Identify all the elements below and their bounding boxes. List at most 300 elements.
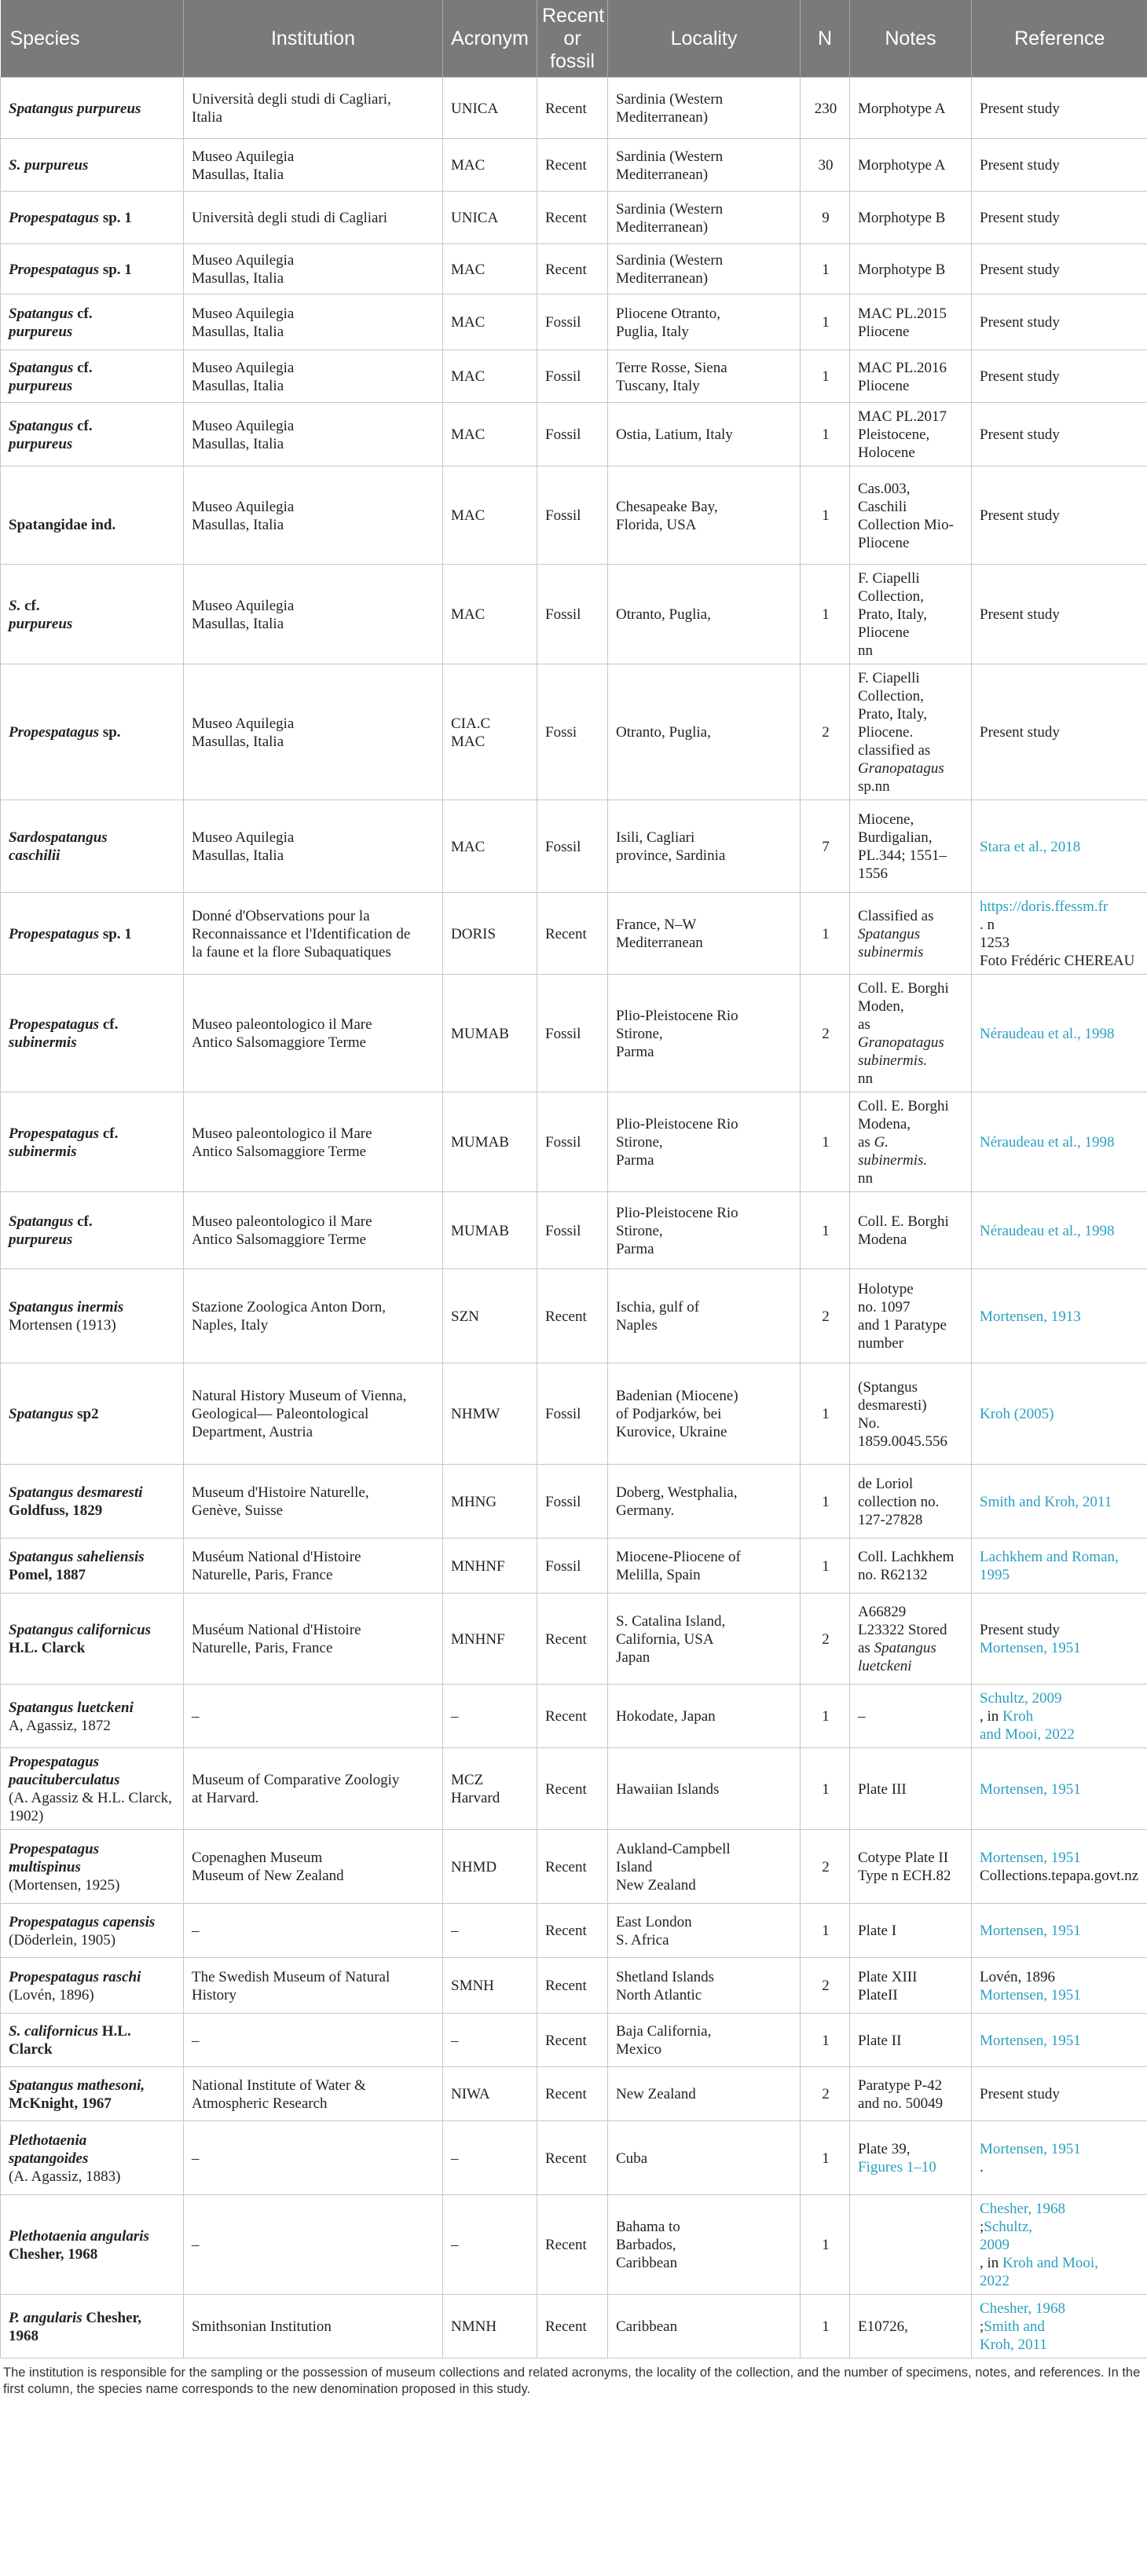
recent-fossil-text: Recent bbox=[545, 2086, 587, 2102]
count-cell bbox=[801, 1830, 850, 1904]
cell-text: Modena bbox=[858, 1231, 907, 1248]
locality-text: Mediterranean) bbox=[616, 218, 709, 236]
institution-text: Masullas, Italia bbox=[192, 270, 284, 287]
count-text: 1 bbox=[822, 2150, 830, 2167]
species-epithet: subinermis bbox=[9, 1034, 77, 1051]
count-cell bbox=[801, 467, 850, 565]
cell-text: nn bbox=[858, 1170, 873, 1187]
reference-link[interactable]: Figures 1–10 bbox=[858, 2159, 936, 2175]
count-cell bbox=[801, 2014, 850, 2067]
table-row bbox=[1, 800, 1147, 893]
header-institution: Institution bbox=[184, 0, 443, 78]
species-authority: Spatangidae ind. bbox=[9, 516, 116, 533]
acronym-cell bbox=[443, 1269, 537, 1363]
notes-cell bbox=[850, 139, 972, 192]
institution-text: Museum of New Zealand bbox=[192, 1868, 344, 1884]
acronym-text: MUMAB bbox=[451, 1134, 509, 1151]
species-epithet: spatangoides bbox=[9, 2150, 89, 2167]
species-authority: (A. Agassiz & H.L. Clarck, 1902) bbox=[9, 1790, 172, 1824]
acronym-text: NMNH bbox=[451, 2318, 497, 2335]
reference-link[interactable]: Chesher, 1968 bbox=[980, 2300, 1065, 2317]
notes-cell bbox=[850, 1958, 972, 2014]
acronym-cell bbox=[443, 295, 537, 350]
species-genus: S. californicus bbox=[9, 2023, 99, 2040]
acronym-cell bbox=[443, 1465, 537, 1539]
count-text: 2 bbox=[822, 1858, 830, 1875]
acronym-cell bbox=[443, 2014, 537, 2067]
locality-cell bbox=[608, 1904, 801, 1958]
reference-link[interactable]: Mortensen, 1951 bbox=[980, 2032, 1081, 2049]
reference-link[interactable]: Néraudeau et al., 1998 bbox=[980, 1222, 1115, 1239]
institution-text: Masullas, Italia bbox=[192, 166, 284, 183]
cell-text: Present study bbox=[980, 100, 1060, 117]
cell-text: Plate 39, bbox=[858, 2141, 911, 2157]
count-text: 1 bbox=[822, 368, 830, 385]
locality-cell bbox=[608, 800, 801, 893]
reference-link[interactable]: Mortensen, 1951 bbox=[980, 1986, 1081, 2003]
count-cell bbox=[801, 403, 850, 467]
table-row bbox=[1, 1092, 1147, 1192]
cell-text: Collection, bbox=[858, 688, 924, 704]
cell-italic-text: Spatangus bbox=[874, 1640, 936, 1656]
header-notes: Notes bbox=[850, 0, 972, 78]
count-cell bbox=[801, 244, 850, 295]
locality-text: S. Catalina Island, bbox=[616, 1612, 726, 1630]
notes-cell bbox=[850, 1539, 972, 1594]
count-text: 30 bbox=[818, 157, 834, 174]
locality-text: Shetland Islands bbox=[616, 1968, 715, 1985]
recent-fossil-cell bbox=[537, 1748, 608, 1830]
locality-text: Caribbean bbox=[616, 2255, 678, 2271]
species-cell bbox=[1, 565, 184, 664]
notes-cell bbox=[850, 467, 972, 565]
reference-link[interactable]: Stara et al., 2018 bbox=[980, 838, 1081, 855]
acronym-text: UNICA bbox=[451, 210, 499, 226]
cell-text: Morphotype B bbox=[858, 261, 946, 278]
institution-cell bbox=[184, 1958, 443, 2014]
reference-link[interactable]: Mortensen, 1951 bbox=[980, 1923, 1081, 1939]
locality-text: S. Africa bbox=[616, 1931, 669, 1948]
cell-text: Foto Frédéric CHEREAU bbox=[980, 953, 1135, 969]
cell-text: as bbox=[858, 1134, 874, 1151]
count-cell bbox=[801, 350, 850, 403]
cell-italic-text: subinermis bbox=[858, 943, 924, 961]
cell-text: F. Ciapelli bbox=[858, 670, 920, 686]
count-text: 2 bbox=[822, 1630, 830, 1648]
table-row bbox=[1, 1748, 1147, 1830]
institution-text: Donné d'Observations pour la bbox=[192, 907, 370, 924]
species-cell bbox=[1, 2295, 184, 2358]
acronym-text: MAC bbox=[451, 507, 486, 524]
table-row bbox=[1, 664, 1147, 800]
cell-text: No. bbox=[858, 1414, 880, 1432]
institution-cell bbox=[184, 664, 443, 800]
locality-text: Mediterranean bbox=[616, 935, 703, 951]
acronym-cell bbox=[443, 350, 537, 403]
species-cell bbox=[1, 295, 184, 350]
institution-text: Museo Aquilegia bbox=[192, 715, 295, 732]
acronym-cell bbox=[443, 893, 537, 975]
reference-cell bbox=[972, 1269, 1147, 1363]
count-cell bbox=[801, 975, 850, 1092]
acronym-text: MAC bbox=[451, 733, 486, 750]
cell-text: A66829 bbox=[858, 1604, 907, 1620]
locality-text: Parma bbox=[616, 1240, 654, 1257]
table-row bbox=[1, 350, 1147, 403]
acronym-text: CIA.C bbox=[451, 715, 491, 732]
locality-cell bbox=[608, 893, 801, 975]
institution-text: Natural History Museum of Vienna, bbox=[192, 1388, 407, 1404]
species-genus: Spatangus luetckeni bbox=[9, 1699, 134, 1716]
species-genus: Plethotaenia angularis bbox=[9, 2227, 149, 2245]
institution-text: Naturelle, Paris, France bbox=[192, 1567, 333, 1583]
acronym-text: – bbox=[451, 1708, 459, 1725]
reference-link[interactable]: Mortensen, 1913 bbox=[980, 1308, 1081, 1325]
species-authority: 1968 bbox=[9, 2327, 38, 2344]
cell-text: . bbox=[980, 2159, 984, 2175]
acronym-text: NHMD bbox=[451, 1858, 497, 1875]
locality-text: Doberg, Westphalia, bbox=[616, 1484, 738, 1501]
institution-text: Department, Austria bbox=[192, 1424, 313, 1440]
locality-cell bbox=[608, 1465, 801, 1539]
locality-text: Sardinia (Western bbox=[616, 200, 724, 218]
reference-cell bbox=[972, 295, 1147, 350]
reference-link[interactable]: Mortensen, 1951 bbox=[980, 1780, 1081, 1798]
institution-cell bbox=[184, 1092, 443, 1192]
institution-text: Muséum National d'Histoire bbox=[192, 1549, 361, 1565]
species-cell bbox=[1, 664, 184, 800]
cell-text: collection no. bbox=[858, 1493, 940, 1510]
locality-cell bbox=[608, 1269, 801, 1363]
species-qualifier: cf. bbox=[99, 1016, 119, 1033]
locality-cell bbox=[608, 1363, 801, 1465]
locality-text: Aukland-Campbell bbox=[616, 1840, 731, 1857]
acronym-cell bbox=[443, 975, 537, 1092]
species-authority: H.L. Clarck bbox=[9, 1640, 86, 1656]
count-text: 1 bbox=[822, 2318, 830, 2335]
species-authority: A, Agassiz, 1872 bbox=[9, 1717, 111, 1734]
institution-text: Antico Salsomaggiore Terme bbox=[192, 1034, 367, 1051]
reference-link[interactable]: Kroh, 2011 bbox=[980, 2336, 1047, 2353]
cell-text: Type n ECH.82 bbox=[858, 1868, 951, 1884]
institution-cell bbox=[184, 800, 443, 893]
recent-fossil-cell bbox=[537, 2067, 608, 2121]
cell-text: Plate XIII bbox=[858, 1968, 918, 1985]
cell-text: Burdigalian, bbox=[858, 829, 933, 846]
header-reference: Reference bbox=[972, 0, 1147, 78]
count-cell bbox=[801, 1539, 850, 1594]
species-genus: Propespatagus bbox=[9, 1754, 100, 1770]
institution-text: Masullas, Italia bbox=[192, 323, 284, 340]
species-genus: Propespatagus bbox=[9, 925, 100, 942]
locality-text: Tuscany, Italy bbox=[616, 377, 700, 394]
institution-text: at Harvard. bbox=[192, 1790, 259, 1806]
locality-cell bbox=[608, 1685, 801, 1748]
institution-text: Muséum National d'Histoire bbox=[192, 1622, 361, 1638]
count-text: 2 bbox=[822, 2086, 830, 2102]
acronym-text: MAC bbox=[451, 838, 486, 855]
institution-cell bbox=[184, 403, 443, 467]
locality-cell bbox=[608, 975, 801, 1092]
reference-link[interactable]: 2009 bbox=[980, 2237, 1010, 2253]
institution-text: Università degli studi di Cagliari bbox=[192, 210, 388, 226]
cell-text: Present study bbox=[980, 261, 1060, 278]
cell-text: Present study bbox=[980, 2086, 1060, 2102]
reference-link[interactable]: Schultz, 2009 bbox=[980, 1690, 1062, 1707]
notes-cell bbox=[850, 192, 972, 244]
count-cell bbox=[801, 2195, 850, 2295]
table-row bbox=[1, 2195, 1147, 2295]
table-row bbox=[1, 1269, 1147, 1363]
species-genus: Propespatagus capensis bbox=[9, 1913, 156, 1930]
cell-text: Pliocene bbox=[858, 534, 910, 551]
institution-cell bbox=[184, 2295, 443, 2358]
reference-link[interactable]: Mortensen, 1951 bbox=[980, 1640, 1081, 1656]
recent-fossil-cell bbox=[537, 1092, 608, 1192]
recent-fossil-cell bbox=[537, 893, 608, 975]
recent-fossil-text: Recent bbox=[545, 157, 587, 174]
species-authority: (Lovén, 1896) bbox=[9, 1986, 94, 2003]
acronym-cell bbox=[443, 1363, 537, 1465]
species-cell bbox=[1, 2195, 184, 2295]
institution-cell bbox=[184, 2121, 443, 2195]
institution-text: Museo Aquilegia bbox=[192, 305, 295, 322]
notes-cell bbox=[850, 1594, 972, 1685]
species-genus: Spatangus mathesoni, bbox=[9, 2077, 145, 2094]
species-epithet: purpureus bbox=[9, 377, 73, 394]
count-text: 1 bbox=[822, 1923, 830, 1939]
reference-cell bbox=[972, 893, 1147, 975]
locality-cell bbox=[608, 664, 801, 800]
species-cell bbox=[1, 893, 184, 975]
species-genus: Propespatagus raschi bbox=[9, 1968, 141, 1985]
recent-fossil-cell bbox=[537, 1685, 608, 1748]
species-cell bbox=[1, 244, 184, 295]
table-row bbox=[1, 403, 1147, 467]
species-cell bbox=[1, 1685, 184, 1748]
institution-text: Antico Salsomaggiore Terme bbox=[192, 1143, 367, 1160]
count-text: 1 bbox=[822, 2032, 830, 2049]
recent-fossil-text: Fossi bbox=[545, 724, 577, 741]
species-genus: Spatangus bbox=[9, 359, 74, 376]
acronym-cell bbox=[443, 139, 537, 192]
cell-text: Present study bbox=[980, 314, 1060, 331]
cell-text: nn bbox=[858, 1070, 873, 1087]
cell-text: Plate III bbox=[858, 1780, 907, 1798]
notes-cell bbox=[850, 893, 972, 975]
locality-text: Ischia, gulf of bbox=[616, 1299, 700, 1315]
table-row bbox=[1, 2067, 1147, 2121]
acronym-cell bbox=[443, 1748, 537, 1830]
species-qualifier: sp. 1 bbox=[99, 261, 132, 278]
institution-text: Antico Salsomaggiore Terme bbox=[192, 1231, 367, 1248]
cell-text: Holocene bbox=[858, 445, 915, 461]
institution-text: – bbox=[192, 2032, 200, 2049]
acronym-text: MAC bbox=[451, 606, 486, 623]
locality-text: Miocene-Pliocene of bbox=[616, 1549, 741, 1565]
locality-text: Plio-Pleistocene Rio bbox=[616, 1007, 738, 1024]
locality-text: Sardinia (Western bbox=[616, 148, 724, 165]
acronym-cell bbox=[443, 403, 537, 467]
notes-cell bbox=[850, 350, 972, 403]
reference-link[interactable]: https://doris.ffessm.fr bbox=[980, 898, 1109, 915]
notes-cell bbox=[850, 295, 972, 350]
reference-link[interactable]: and Mooi, 2022 bbox=[980, 1726, 1075, 1743]
locality-text: Isili, Cagliari bbox=[616, 829, 695, 846]
locality-text: Chesapeake Bay, bbox=[616, 498, 718, 515]
institution-text: Museo Aquilegia bbox=[192, 498, 295, 515]
recent-fossil-cell bbox=[537, 800, 608, 893]
reference-link[interactable]: Chesher, 1968 bbox=[980, 2201, 1065, 2217]
cell-text: as bbox=[858, 1016, 870, 1033]
table-row bbox=[1, 2121, 1147, 2195]
institution-cell bbox=[184, 350, 443, 403]
locality-text: Sardinia (Western bbox=[616, 252, 724, 269]
reference-link[interactable]: Mortensen, 1951 bbox=[980, 2141, 1081, 2157]
notes-cell bbox=[850, 975, 972, 1092]
locality-cell bbox=[608, 2067, 801, 2121]
count-cell bbox=[801, 78, 850, 139]
reference-cell bbox=[972, 244, 1147, 295]
reference-cell bbox=[972, 78, 1147, 139]
cell-text: Prato, Italy, bbox=[858, 706, 927, 723]
reference-link[interactable]: 2022 bbox=[980, 2273, 1010, 2289]
table-row bbox=[1, 893, 1147, 975]
locality-cell bbox=[608, 1092, 801, 1192]
locality-text: Japan bbox=[616, 1648, 650, 1666]
institution-cell bbox=[184, 893, 443, 975]
cell-text: 1253 bbox=[980, 935, 1010, 951]
institution-cell bbox=[184, 1192, 443, 1269]
cell-text: Present study bbox=[980, 507, 1060, 524]
recent-fossil-cell bbox=[537, 244, 608, 295]
table-row bbox=[1, 975, 1147, 1092]
cell-text: MAC PL.2016 bbox=[858, 359, 947, 376]
recent-fossil-text: Recent bbox=[545, 1923, 587, 1939]
species-epithet: paucituberculatus bbox=[9, 1772, 120, 1788]
table-row bbox=[1, 1958, 1147, 2014]
species-genus: Spatangus inermis bbox=[9, 1299, 124, 1315]
table-body bbox=[1, 78, 1147, 2358]
reference-cell bbox=[972, 1465, 1147, 1539]
acronym-cell bbox=[443, 2121, 537, 2195]
reference-link[interactable]: Kroh (2005) bbox=[980, 1406, 1054, 1422]
acronym-text: MNHNF bbox=[451, 1557, 505, 1575]
species-cell bbox=[1, 350, 184, 403]
reference-cell bbox=[972, 1539, 1147, 1594]
count-cell bbox=[801, 1465, 850, 1539]
notes-cell bbox=[850, 403, 972, 467]
institution-cell bbox=[184, 1363, 443, 1465]
acronym-text: MAC bbox=[451, 426, 486, 443]
recent-fossil-cell bbox=[537, 1904, 608, 1958]
acronym-cell bbox=[443, 78, 537, 139]
locality-cell bbox=[608, 1192, 801, 1269]
locality-text: Island bbox=[616, 1858, 653, 1875]
cell-text: Coll. Lachkhem bbox=[858, 1549, 955, 1565]
reference-link[interactable]: Schultz, bbox=[984, 2219, 1033, 2235]
reference-link[interactable]: Mortensen, 1951 bbox=[980, 1850, 1081, 1866]
cell-text: de Loriol bbox=[858, 1475, 914, 1492]
acronym-text: – bbox=[451, 2150, 459, 2167]
footnote-text: The institution is responsible for the sampling or the possession of museum collections and related acronyms, the locality of the collection, and the number of specimens, notes, and references. In the first column, the species name corresponds to the new denomination proposed in this study. bbox=[3, 2366, 1141, 2396]
count-cell bbox=[801, 800, 850, 893]
recent-fossil-text: Fossil bbox=[545, 1222, 581, 1239]
table-row bbox=[1, 1830, 1147, 1904]
recent-fossil-text: Fossil bbox=[545, 606, 581, 623]
notes-cell bbox=[850, 1748, 972, 1830]
reference-cell bbox=[972, 1830, 1147, 1904]
reference-link[interactable]: Smith and bbox=[984, 2318, 1045, 2335]
acronym-text: – bbox=[451, 2032, 459, 2049]
table-row bbox=[1, 78, 1147, 139]
cell-text: – bbox=[858, 1708, 866, 1725]
institution-text: National Institute of Water & bbox=[192, 2077, 366, 2094]
reference-cell bbox=[972, 1192, 1147, 1269]
institution-text: Museo Aquilegia bbox=[192, 417, 295, 434]
acronym-text: MAC bbox=[451, 368, 486, 385]
institution-text: Museo Aquilegia bbox=[192, 829, 295, 846]
cell-text: Present study bbox=[980, 724, 1060, 741]
reference-link[interactable]: Néraudeau et al., 1998 bbox=[980, 1025, 1115, 1042]
locality-cell bbox=[608, 2195, 801, 2295]
reference-link[interactable]: Néraudeau et al., 1998 bbox=[980, 1134, 1115, 1151]
species-qualifier: cf. bbox=[73, 417, 93, 434]
locality-text: Hokodate, Japan bbox=[616, 1708, 716, 1725]
locality-text: Parma bbox=[616, 1043, 654, 1060]
recent-fossil-text: Recent bbox=[545, 210, 587, 226]
institution-text: Museo paleontologico il Mare bbox=[192, 1213, 372, 1230]
locality-cell bbox=[608, 1594, 801, 1685]
institution-text: Museum of Comparative Zoologiy bbox=[192, 1772, 400, 1788]
reference-cell bbox=[972, 2067, 1147, 2121]
reference-link[interactable]: Kroh and Mooi, bbox=[1002, 2255, 1098, 2271]
institution-text: Smithsonian Institution bbox=[192, 2318, 332, 2335]
cell-text: PL.344; 1551– bbox=[858, 847, 947, 864]
locality-cell bbox=[608, 78, 801, 139]
reference-link[interactable]: Smith and Kroh, 2011 bbox=[980, 1493, 1112, 1510]
locality-text: Caribbean bbox=[616, 2318, 678, 2335]
count-text: 1 bbox=[822, 507, 830, 524]
locality-text: Plio-Pleistocene Rio bbox=[616, 1204, 738, 1221]
cell-text: Coll. E. Borghi bbox=[858, 980, 949, 997]
locality-cell bbox=[608, 2014, 801, 2067]
recent-fossil-text: Recent bbox=[545, 1780, 587, 1798]
institution-cell bbox=[184, 1830, 443, 1904]
table-row bbox=[1, 1363, 1147, 1465]
institution-text: Naples, Italy bbox=[192, 1317, 269, 1334]
species-epithet: caschilii bbox=[9, 847, 60, 864]
institution-cell bbox=[184, 2014, 443, 2067]
acronym-text: MAC bbox=[451, 314, 486, 331]
count-text: 1 bbox=[822, 606, 830, 623]
header-n: N bbox=[801, 0, 850, 78]
reference-link[interactable]: 1995 bbox=[980, 1567, 1010, 1583]
institution-text: Masullas, Italia bbox=[192, 435, 284, 452]
institution-text: Museo Aquilegia bbox=[192, 148, 295, 165]
reference-link[interactable]: Kroh bbox=[1002, 1708, 1034, 1725]
institution-text: – bbox=[192, 1923, 200, 1939]
count-cell bbox=[801, 2295, 850, 2358]
cell-text: Holotype bbox=[858, 1281, 914, 1297]
reference-link[interactable]: Lachkhem and Roman, bbox=[980, 1549, 1119, 1565]
institution-cell bbox=[184, 78, 443, 139]
institution-text: – bbox=[192, 2150, 200, 2167]
species-authority: (Döderlein, 1905) bbox=[9, 1931, 116, 1948]
institution-text: Geological— Paleontological bbox=[192, 1406, 369, 1422]
count-text: 1 bbox=[822, 1406, 830, 1422]
species-genus: Propespatagus bbox=[9, 1840, 100, 1857]
